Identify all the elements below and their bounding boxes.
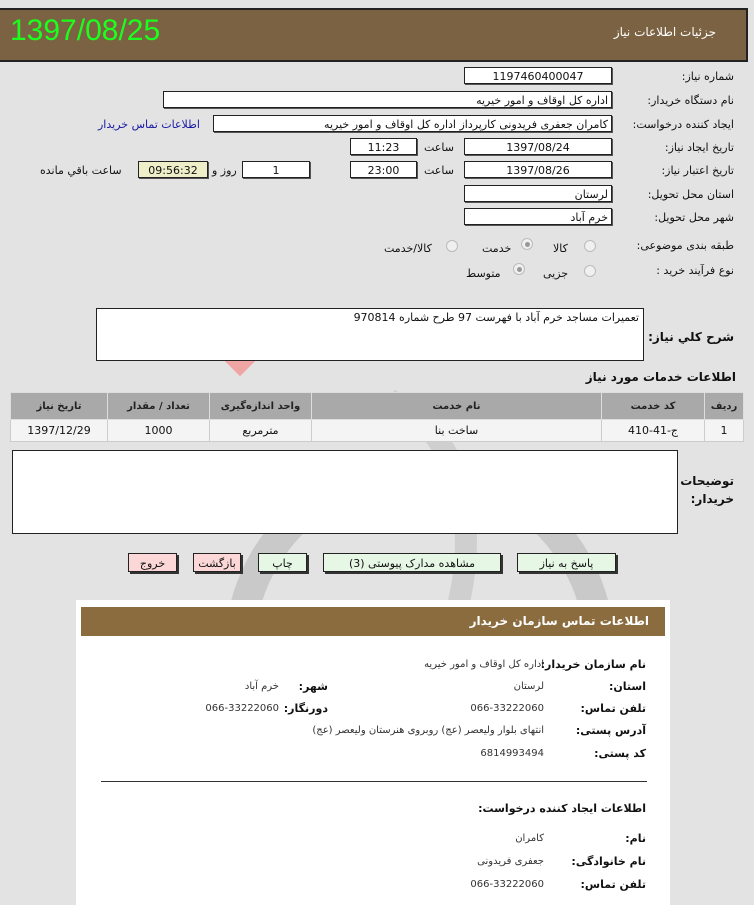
category-label: طبقه بندی موضوعی: [636, 239, 734, 252]
col-qty: تعداد / مقدار [108, 393, 210, 420]
divider [101, 781, 647, 782]
cell-row: 1 [705, 420, 744, 442]
buyer-org-label: نام دستگاه خریدار: [647, 94, 734, 107]
col-code: کد خدمت [602, 393, 705, 420]
org-label: نام سازمان خریدار: [540, 658, 646, 671]
buyer-contact-panel [76, 600, 670, 905]
services-title: اطلاعات خدمات مورد نیاز [585, 370, 736, 384]
creator-field[interactable]: کامران جعفری فریدونی کارپرداز اداره کل اوقاف و امور خیریه [213, 115, 612, 132]
validity-time-label: ساعت [424, 164, 454, 177]
address-value: انتهای بلوار ولیعصر (عج) روبروی هنرستان ولیعصر (عج) [312, 725, 544, 736]
category-option-goods: کالا [553, 242, 568, 255]
reply-button[interactable]: پاسخ به نیاز [517, 553, 616, 572]
comments-label-2: خريدار: [690, 492, 734, 506]
current-date: 1397/08/25 [10, 14, 161, 47]
description-label: شرح کلي نياز: [648, 330, 734, 344]
buyer-contact-link[interactable]: اطلاعات تماس خریدار [98, 118, 200, 131]
fax-value: 066-33222060 [205, 703, 279, 714]
description-textarea[interactable]: تعمیرات مساجد خرم آباد با فهرست 97 طرح شماره 970814 [96, 308, 644, 361]
creator-phone-value: 066-33222060 [470, 879, 544, 890]
exit-button[interactable]: خروج [128, 553, 177, 572]
creator-section-title: اطلاعات ایجاد کننده درخواست: [478, 802, 646, 815]
validity-date-field[interactable]: 1397/08/26 [464, 161, 612, 178]
process-radio-medium[interactable] [513, 263, 525, 275]
province-value: لرستان [513, 681, 544, 692]
created-time-field[interactable]: 11:23 [350, 138, 417, 155]
days-field[interactable]: 1 [242, 161, 310, 178]
city-label: شهر محل تحویل: [654, 211, 734, 224]
category-radio-both[interactable] [446, 240, 458, 252]
col-date: تاریخ نیاز [11, 393, 108, 420]
process-label: نوع فرآیند خرید : [656, 264, 734, 277]
org-value: اداره کل اوقاف و امور خیریه [424, 659, 544, 670]
cell-code: ج-41-410 [602, 420, 705, 442]
table-row [11, 420, 744, 442]
buyer-comments-textarea[interactable] [12, 450, 678, 534]
phone-label: تلفن تماس: [580, 702, 646, 715]
created-time-label: ساعت [424, 141, 454, 154]
fax-label: دورنگار: [283, 702, 328, 715]
postal-label: کد پستی: [594, 747, 646, 760]
province-label: استان محل تحویل: [647, 188, 734, 201]
cell-date: 1397/12/29 [11, 420, 108, 442]
process-option-minor: جزیی [543, 267, 569, 280]
cell-name: ساخت بنا [312, 420, 602, 442]
col-name: نام خدمت [312, 393, 602, 420]
creator-label: ایجاد کننده درخواست: [632, 118, 734, 131]
remaining-label: ساعت باقي مانده [40, 164, 122, 177]
category-option-both: کالا/خدمت [384, 242, 432, 255]
validity-time-field[interactable]: 23:00 [350, 161, 417, 178]
services-table [10, 392, 744, 442]
table-header-row [11, 393, 744, 420]
col-row: ردیف [705, 393, 744, 420]
name-value: کامران [515, 833, 544, 844]
process-option-medium: متوسط [466, 267, 501, 280]
comments-label-1: توضيحات [680, 474, 734, 488]
province-field[interactable]: لرستان [464, 185, 612, 202]
need-number-label: شماره نیاز: [681, 70, 734, 83]
page-title: جزئیات اطلاعات نیاز [613, 25, 716, 39]
family-label: نام خانوادگی: [571, 855, 646, 868]
days-label: روز و [212, 164, 237, 177]
page-header [0, 8, 748, 62]
name-label: نام: [625, 832, 646, 845]
city-field[interactable]: خرم آباد [464, 208, 612, 225]
contact-panel-title: اطلاعات تماس سازمان خریدار [81, 607, 665, 636]
postal-value: 6814993494 [480, 748, 544, 759]
buyer-org-field[interactable]: اداره کل اوقاف و امور خیریه [163, 91, 612, 108]
created-date-label: تاریخ ایجاد نیاز: [664, 141, 734, 154]
need-number-field[interactable]: 1197460400047 [464, 67, 612, 84]
family-value: جعفری فریدونی [477, 856, 544, 867]
process-radio-minor[interactable] [584, 265, 596, 277]
city-label: شهر: [298, 680, 328, 693]
province-label: استان: [609, 680, 646, 693]
category-radio-service[interactable] [521, 238, 533, 250]
creator-phone-label: تلفن تماس: [580, 878, 646, 891]
created-date-field[interactable]: 1397/08/24 [464, 138, 612, 155]
remaining-time: 09:56:32 [138, 161, 208, 178]
cell-qty: 1000 [108, 420, 210, 442]
attachments-button[interactable]: مشاهده مدارک پیوستی (3) [323, 553, 501, 572]
city-value: خرم آباد [244, 681, 279, 692]
print-button[interactable]: چاپ [258, 553, 307, 572]
category-option-service: خدمت [482, 242, 512, 255]
address-label: آدرس پستی: [575, 724, 646, 737]
phone-value: 066-33222060 [470, 703, 544, 714]
category-radio-goods[interactable] [584, 240, 596, 252]
cell-unit: مترمربع [210, 420, 312, 442]
col-unit: واحد اندازه‌گیری [210, 393, 312, 420]
back-button[interactable]: بازگشت [193, 553, 241, 572]
validity-date-label: تاریخ اعتبار نیاز: [661, 164, 734, 177]
